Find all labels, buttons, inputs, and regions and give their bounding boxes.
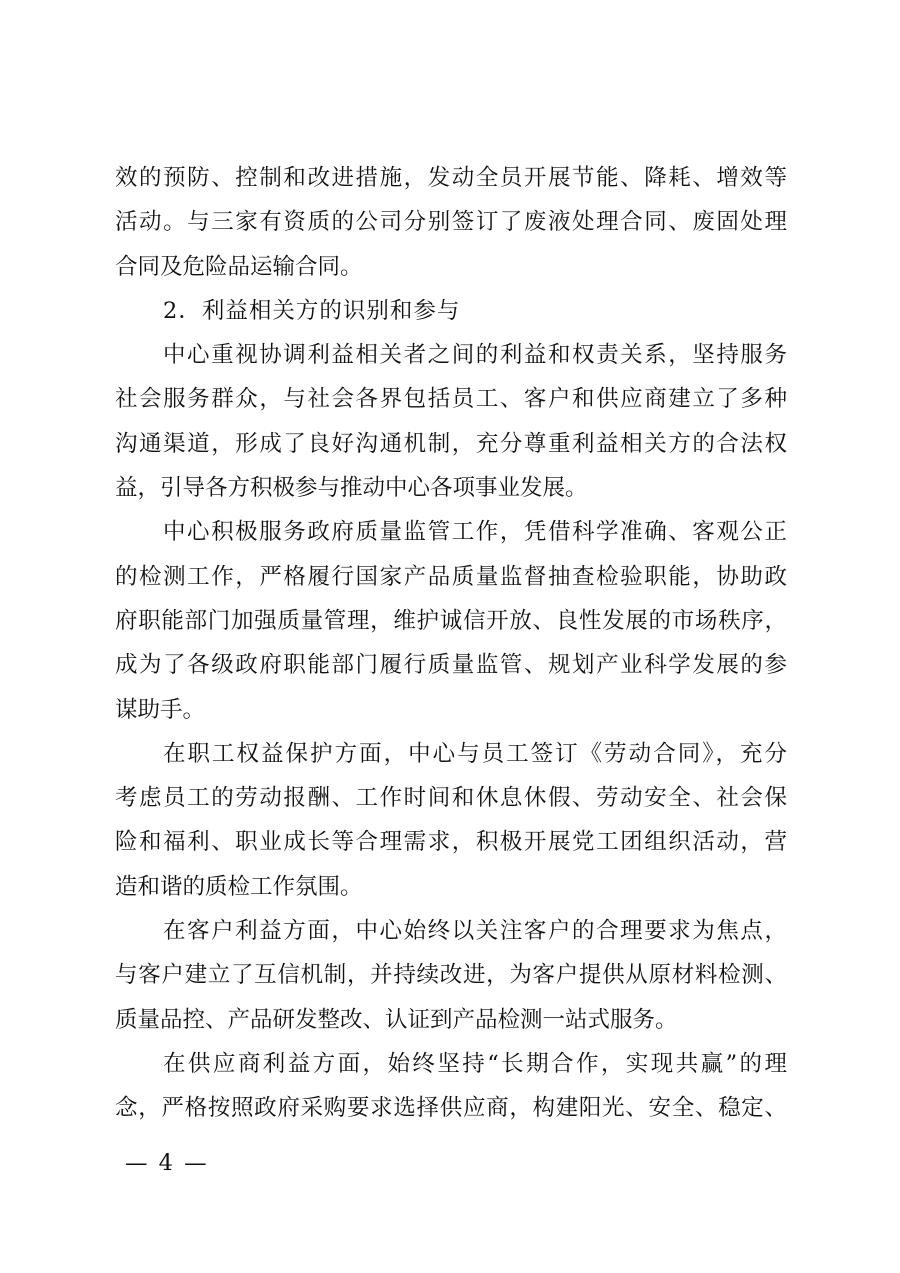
text-line: 在供应商利益方面，始终坚持“长期合作，实现共赢”的理 [163,1050,787,1077]
paragraph-employee-rights [115,732,787,909]
document-body [115,156,787,1131]
page-number: — 4 — [125,1150,209,1176]
text-line: 效的预防、控制和改进措施，发动全员开展节能、降耗、增效等 [115,165,787,191]
text-line: 中心积极服务政府质量监管工作，凭借科学准确、客观公正 [163,519,787,546]
paragraph-supplier-interests [115,1042,787,1131]
text-line: 的检测工作，严格履行国家产品质量监督抽查检验职能，协助政 [115,563,787,590]
text-line: 险和福利、职业成长等合理需求，积极开展党工团组织活动，营 [115,829,787,856]
text-line: 质量品控、产品研发整改、认证到产品检测一站式服务。 [115,1006,678,1033]
section-heading: 2．利益相关方的识别和参与 [163,297,461,324]
text-line: 沟通渠道，形成了良好沟通机制，充分尊重利益相关方的合法权 [115,430,787,457]
text-line: 中心重视协调利益相关者之间的利益和权责关系，坚持服务 [163,342,787,369]
text-line: 念，严格按照政府采购要求选择供应商，构建阳光、安全、稳定、 [115,1095,787,1122]
text-line: 考虑员工的劳动报酬、工作时间和休息休假、劳动安全、社会保 [115,785,787,812]
text-line: 益，引导各方积极参与推动中心各项事业发展。 [115,475,588,502]
section-heading-block [115,289,787,333]
paragraph-stakeholder-relations [115,333,787,510]
paragraph-continuation [115,156,787,289]
text-line: 与客户建立了互信机制，并持续改进，为客户提供从原材料检测、 [115,962,787,989]
paragraph-government-supervision [115,510,787,731]
text-line: 造和谐的质检工作氛围。 [115,873,363,900]
text-line: 在客户利益方面，中心始终以关注客户的合理要求为焦点， [163,918,787,945]
paragraph-customer-interests [115,909,787,1042]
text-line: 活动。与三家有资质的公司分别签订了废液处理合同、废固处理 [115,209,787,236]
text-line: 府职能部门加强质量管理，维护诚信开放、良性发展的市场秩序， [115,607,787,634]
text-line: 谋助手。 [115,696,206,723]
text-line: 社会服务群众，与社会各界包括员工、客户和供应商建立了多种 [115,386,787,413]
text-line: 成为了各级政府职能部门履行质量监管、规划产业科学发展的参 [115,652,787,679]
text-line: 合同及危险品运输合同。 [115,253,363,280]
text-line: 在职工权益保护方面，中心与员工签订《劳动合同》，充分 [163,740,787,767]
